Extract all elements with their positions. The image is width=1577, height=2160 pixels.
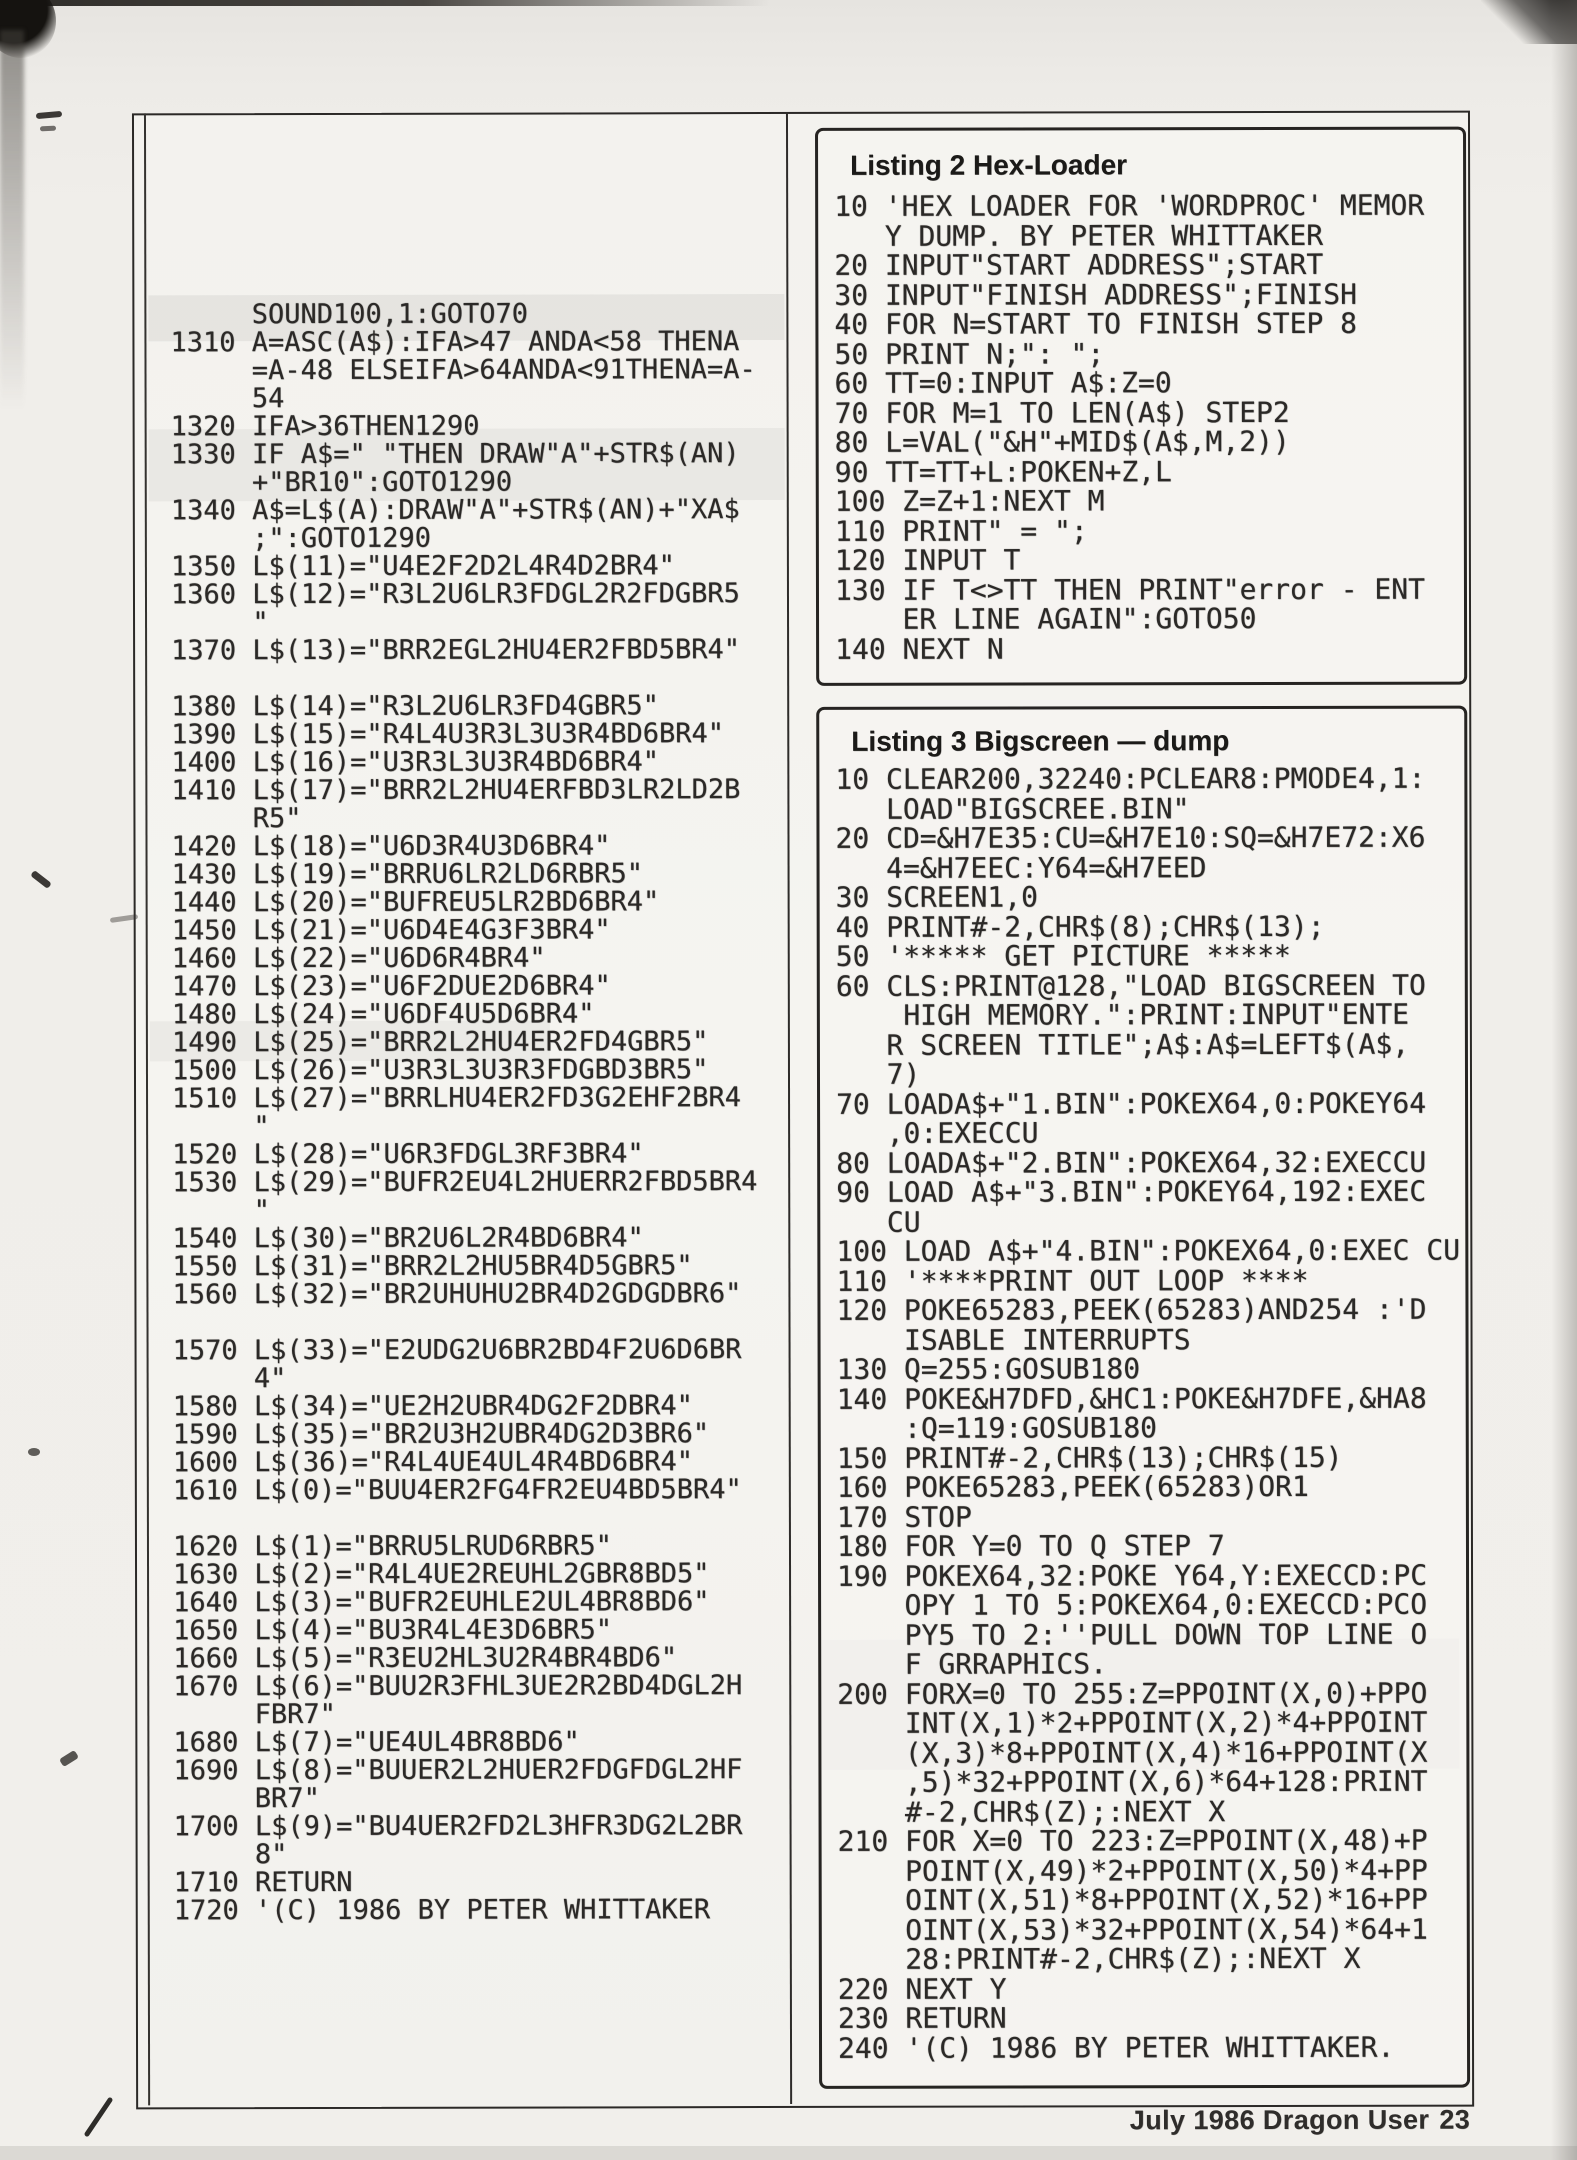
- footer-issue-text: July 1986 Dragon User: [1129, 2104, 1430, 2136]
- listing3-bigscreen-dump-code: 10 CLEAR200,32240:PCLEAR8:PMODE4,1: LOAD"BIGSCREE.BIN" 20 CD=&H7E35:CU=&H7E10:SQ=&H7E72:X6 4=&H7EEC:Y64=&H7EED 30 SCREEN1,0 40 PRINT#-2,CHR$(8);CHR$(13); 50 '***** GET PICTURE ***** 60 CLS:PRINT@128,"LOAD BIGSCREEN TO HIGH MEMORY.":PRINT:INPUT"ENTE R SCREEN TITLE";A$:A$=LEFT$(A$, 7) 70 LOADA$+"1.BIN":POKEX64,0:POKEY64 ,0:EXECCU 80 LOADA$+"2.BIN":POKEX64,32:EXECCU 90 LOAD A$+"3.BIN":POKEY64,192:EXEC CU 100 LOAD A$+"4.BIN":POKEX64,0:EXEC CU 110 '****PRINT OUT LOOP **** 120 POKE65283,PEEK(65283)AND254 :'D ISABLE INTERRUPTS 130 Q=255:GOSUB180 140 POKE&H7DFD,&HC1:POKE&H7DFE,&HA8 :Q=119:GOSUB180 150 PRINT#-2,CHR$(13);CHR$(15) 160 POKE65283,PEEK(65283)OR1 170 STOP 180 FOR Y=0 TO Q STEP 7 190 POKEX64,32:POKE Y64,Y:EXECCD:PC OPY 1 TO 5:POKEX64,0:EXECCD:PCO PY5 TO 2:''PULL DOWN TOP LINE O F GRRAPHICS. 200 FORX=0 TO 255:Z=PPOINT(X,0)+PPO INT(X,1)*2+PPOINT(X,2)*4+PPOINT (X,3)*8+PPOINT(X,4)*16+PPOINT(X ,5)*32+PPOINT(X,6)*64+128:PRINT #-2,CHR$(Z);:NEXT X 210 FOR X=0 TO 223:Z=PPOINT(X,48)+P POINT(X,49)*2+PPOINT(X,50)*4+PP OINT(X,51)*8+PPOINT(X,52)*16+PP OINT(X,53)*32+PPOINT(X,54)*64+1 28:PRINT#-2,CHR$(Z);:NEXT X 220 NEXT Y 230 RETURN 240 '(C) 1986 BY PETER WHITTAKER.: [835, 761, 1461, 2065]
- listing2-title: Listing 2 Hex-Loader: [850, 149, 1128, 181]
- footer-page-number: 23: [1439, 2104, 1471, 2135]
- scan-edge-shadow: [1551, 0, 1577, 2160]
- scan-edge-line: [0, 0, 770, 6]
- listing2-hex-loader-code: 10 'HEX LOADER FOR 'WORDPROC' MEMOR Y DUMP. BY PETER WHITTAKER 20 INPUT"START ADDRESS";START 30 INPUT"FINISH ADDRESS";FINISH 40 FOR N=START TO FINISH STEP 8 50 PRINT N;": "; 60 TT=0:INPUT A$:Z=0 70 FOR M=1 TO LEN(A$) STEP2 80 L=VAL("&H"+MID$(A$,M,2)) 90 TT=TT+L:POKEN+Z,L 100 Z=Z+1:NEXT M 110 PRINT" = "; 120 INPUT T 130 IF T<>TT THEN PRINT"error - ENT ER LINE AGAIN":GOTO50 140 NEXT N: [834, 188, 1426, 666]
- margin-speck: [28, 1448, 40, 1456]
- basic-listing1-continuation-code: SOUND100,1:GOTO70 1310 A=ASC(A$):IFA>47 ANDA<58 THENA =A-48 ELSEIFA>64ANDA<91THENA=A- 54 1320 IFA>36THEN1290 1330 IF A$=" "THEN DRAW"A"+STR$(AN) +"BR10":GOTO1290 1340 A$=L$(A):DRAW"A"+STR$(AN)+"XA$ ;":GOTO1290 1350 L$(11)="U4E2F2D2L4R4D2BR4" 1360 L$(12)="R3L2U6LR3FDGL2R2FDGBR5 " 1370 L$(13)="BRR2EGL2HU4ER2FBD5BR4" 1380 L$(14)="R3L2U6LR3FD4GBR5" 1390 L$(15)="R4L4U3R3L3U3R4BD6BR4" 1400 L$(16)="U3R3L3U3R4BD6BR4" 1410 L$(17)="BRR2L2HU4ERFBD3LR2LD2B R5" 1420 L$(18)="U6D3R4U3D6BR4" 1430 L$(19)="BRRU6LR2LD6RBR5" 1440 L$(20)="BUFREU5LR2BD6BR4" 1450 L$(21)="U6D4E4G3F3BR4" 1460 L$(22)="U6D6R4BR4" 1470 L$(23)="U6F2DUE2D6BR4" 1480 L$(24)="U6DF4U5D6BR4" 1490 L$(25)="BRR2L2HU4ER2FD4GBR5" 1500 L$(26)="U3R3L3U3R3FDGBD3BR5" 1510 L$(27)="BRRLHU4ER2FD3G2EHF2BR4 " 1520 L$(28)="U6R3FDGL3RF3BR4" 1530 L$(29)="BUFR2EU4L2HUERR2FBD5BR4 " 1540 L$(30)="BR2U6L2R4BD6BR4" 1550 L$(31)="BRR2L2HU5BR4D5GBR5" 1560 L$(32)="BR2UHUHU2BR4D2GDGDBR6" 1570 L$(33)="E2UDG2U6BR2BD4F2U6D6BR 4" 1580 L$(34)="UE2H2UBR4DG2F2DBR4" 1590 L$(35)="BR2U3H2UBR4DG2D3BR6" 1600 L$(36)="R4L4UE4UL4R4BD6BR4" 1610 L$(0)="BUU4ER2FG4FR2EU4BD5BR4" 1620 L$(1)="BRRU5LRUD6RBR5" 1630 L$(2)="R4L4UE2REUHL2GBR8BD5" 1640 L$(3)="BUFR2EUHLE2UL4BR8BD6" 1650 L$(4)="BU3R4L4E3D6BR5" 1660 L$(5)="R3EU2HL3U2R4BR4BD6" 1670 L$(6)="BUU2R3FHL3UE2R2BD4DGL2H FBR7" 1680 L$(7)="UE4UL4BR8BD6" 1690 L$(8)="BUUER2L2HUER2FDGFDGL2HF BR7" 1700 L$(9)="BU4UER2FD2L3HFR3DG2L2BR 8" 1710 RETURN 1720 '(C) 1986 BY PETER WHITTAKER: [170, 298, 758, 1927]
- listing3-title: Listing 3 Bigscreen — dump: [851, 725, 1230, 757]
- scan-edge-streak: [0, 30, 24, 410]
- scan-bottom-shadow: [0, 2146, 1577, 2160]
- margin-mark: [40, 126, 56, 132]
- page-footer: [1002, 2105, 1470, 2137]
